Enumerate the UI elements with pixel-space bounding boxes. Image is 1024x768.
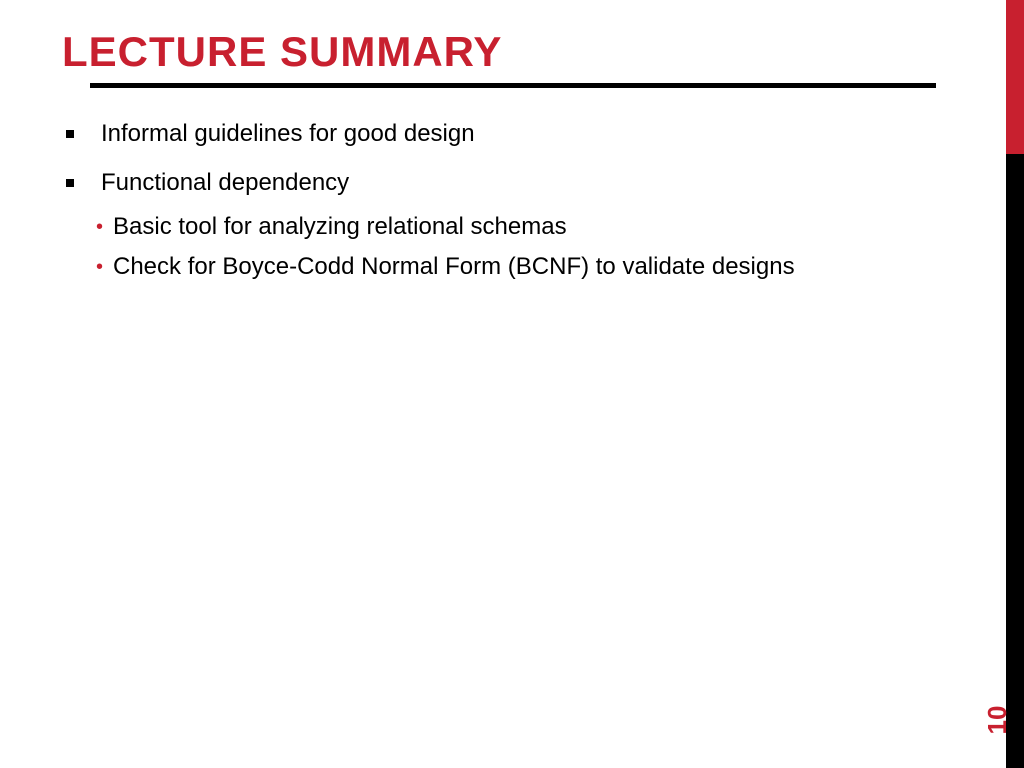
sub-bullet-item <box>91 212 971 242</box>
sub-bullet-text: Basic tool for analyzing relational schemas <box>113 213 567 240</box>
bullet-text: Informal guidelines for good design <box>101 120 475 147</box>
square-bullet-icon <box>66 130 74 138</box>
slide-number: 10 <box>981 705 1012 735</box>
side-accent-bar-red <box>1006 0 1024 154</box>
dot-bullet-icon: • <box>96 256 104 278</box>
bullet-item <box>62 118 962 150</box>
bullet-item <box>62 167 962 199</box>
title-underline <box>90 83 936 88</box>
side-accent-bar-black <box>1006 154 1024 768</box>
slide-title: LECTURE SUMMARY <box>62 28 503 75</box>
square-bullet-icon <box>66 179 74 187</box>
sub-bullet-text: Check for Boyce-Codd Normal Form (BCNF) to validate designs <box>113 253 795 280</box>
sub-bullet-item <box>91 252 971 282</box>
bullet-text: Functional dependency <box>101 169 350 196</box>
dot-bullet-icon: • <box>96 216 104 238</box>
